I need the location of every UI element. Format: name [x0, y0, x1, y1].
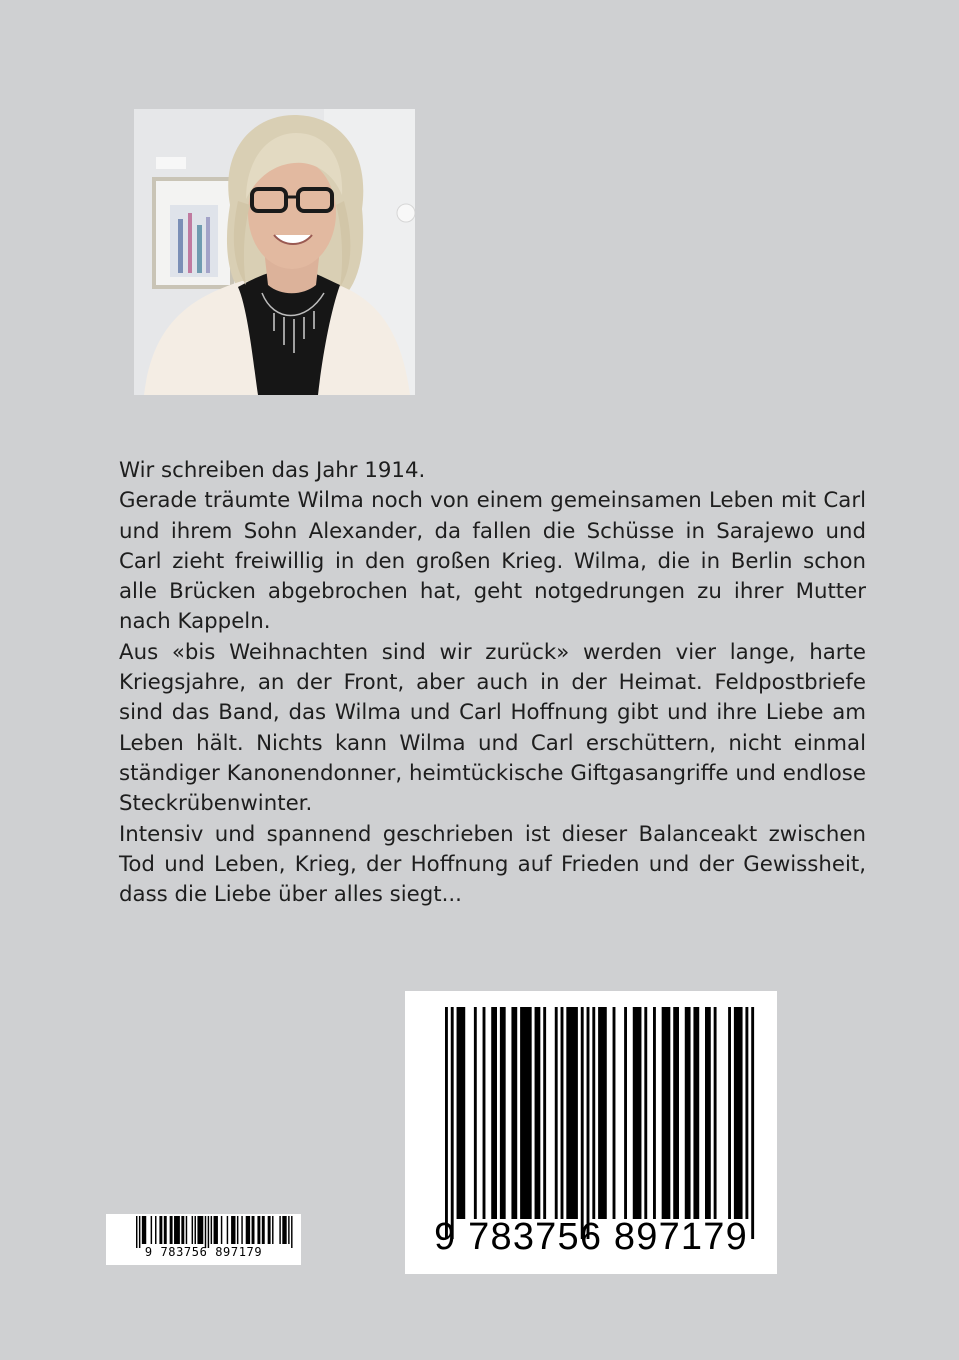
barcode-bar	[159, 1216, 162, 1244]
barcode-bar	[728, 1007, 731, 1219]
barcode-bar	[457, 1007, 466, 1219]
barcode-bar	[483, 1007, 486, 1219]
barcode-bar	[155, 1216, 156, 1244]
barcode-bar	[164, 1216, 167, 1244]
barcode-bar	[186, 1216, 187, 1244]
barcode-bar	[227, 1216, 228, 1244]
barcode-bar	[745, 1007, 748, 1219]
isbn-barcode-large	[405, 991, 777, 1274]
barcode-bar	[751, 1007, 754, 1239]
barcode-bar	[598, 1007, 607, 1219]
author-portrait-photo-icon	[134, 109, 415, 395]
barcode-bar	[272, 1216, 273, 1244]
barcode-bar	[734, 1007, 743, 1219]
barcode-bar	[170, 1216, 173, 1244]
barcode-bar	[561, 1007, 564, 1219]
barcode-bar	[491, 1007, 497, 1219]
barcode-bar	[195, 1216, 196, 1244]
barcode-bar	[192, 1216, 193, 1244]
barcode-bar	[543, 1007, 546, 1219]
barcode-bar	[581, 1007, 584, 1239]
blurb-paragraph: Aus «bis Weihnachten sind wir zurück» werden vier lange, harte Kriegsjahre, an der Front, aber auch in der Heimat. Feldpostbriefe sind das Band, das Wilma und Carl Hoffnung gibt und ihre Liebe am Leben hält. Nichts kann Wilma und Carl erschüttern, nicht einmal ständiger Kanonendonner, heimtückische Giftgasangriffe und endlose Steckrübenwinter.	[119, 639, 866, 817]
barcode-bar	[714, 1007, 717, 1219]
barcode-bar	[151, 1216, 152, 1244]
barcode-bar	[535, 1007, 541, 1219]
blurb-paragraph: Wir schreiben das Jahr 1914.	[119, 458, 426, 483]
barcode-bar	[445, 1007, 448, 1239]
back-cover-blurb	[119, 456, 866, 910]
barcode-bar	[231, 1216, 235, 1244]
blurb-paragraph: Intensiv und spannend geschrieben ist dieser Balanceakt zwischen Tod und Leben, Krieg, der Hoffnung auf Frieden und der Gewissheit, dass die Liebe über alles siegt...	[119, 821, 866, 908]
barcode-bar	[613, 1007, 616, 1219]
barcode-bar	[685, 1007, 691, 1219]
barcode-bar	[241, 1216, 242, 1244]
barcode-bar	[174, 1216, 180, 1244]
barcode-bar	[555, 1007, 558, 1219]
barcode-bar	[221, 1216, 222, 1244]
barcode-bar	[644, 1007, 647, 1219]
barcode-bar	[214, 1216, 218, 1244]
barcode-bar	[208, 1216, 209, 1248]
barcode-bar	[633, 1007, 642, 1219]
barcode-bar	[587, 1007, 590, 1239]
barcode-bar	[257, 1216, 260, 1244]
barcode-bar	[624, 1007, 627, 1219]
barcode-bar	[246, 1216, 250, 1244]
author-photo	[134, 109, 415, 395]
isbn-number-large: 9 783756 897179	[434, 1216, 748, 1258]
barcode-bar	[705, 1007, 711, 1219]
barcode-bar	[662, 1007, 671, 1219]
barcode-bar	[252, 1216, 255, 1244]
barcode-bar	[279, 1216, 280, 1244]
barcode-bar	[205, 1216, 206, 1248]
barcode-bar	[511, 1007, 517, 1219]
isbn-number-small: 9 783756 897179	[144, 1245, 263, 1259]
barcode-bar	[139, 1216, 140, 1248]
barcode-bar	[291, 1216, 292, 1248]
barcode-bar	[592, 1007, 595, 1219]
barcode-bar	[262, 1216, 265, 1244]
barcode-bar	[136, 1216, 137, 1248]
barcode-bar	[500, 1007, 506, 1219]
barcode-bar	[520, 1007, 532, 1219]
barcode-bar	[673, 1007, 679, 1219]
barcode-bar	[197, 1216, 203, 1244]
barcode-bar	[181, 1216, 184, 1244]
barcode-bar	[142, 1216, 146, 1244]
barcode-bar	[268, 1216, 271, 1244]
blurb-paragraph: Gerade träumte Wilma noch von einem gemeinsamen Leben mit Carl und ihrem Sohn Alexander, da fallen die Schüsse in Sarajewo und Carl zieht freiwillig in den großen Krieg. Wilma, die in Berlin schon alle Brücken abgebrochen hat, geht notgedrungen zu ihrer Mutter nach Kappeln.	[119, 488, 866, 635]
barcode-bar	[451, 1007, 454, 1239]
barcode-bar	[566, 1007, 578, 1219]
barcode-bar	[474, 1007, 477, 1219]
barcode-bar	[211, 1216, 212, 1244]
isbn-barcode-small	[106, 1214, 301, 1265]
barcode-bar	[653, 1007, 656, 1219]
barcode-bar	[237, 1216, 238, 1244]
barcode-bar	[288, 1216, 289, 1244]
barcode-bar	[693, 1007, 699, 1219]
barcode-bar	[282, 1216, 286, 1244]
